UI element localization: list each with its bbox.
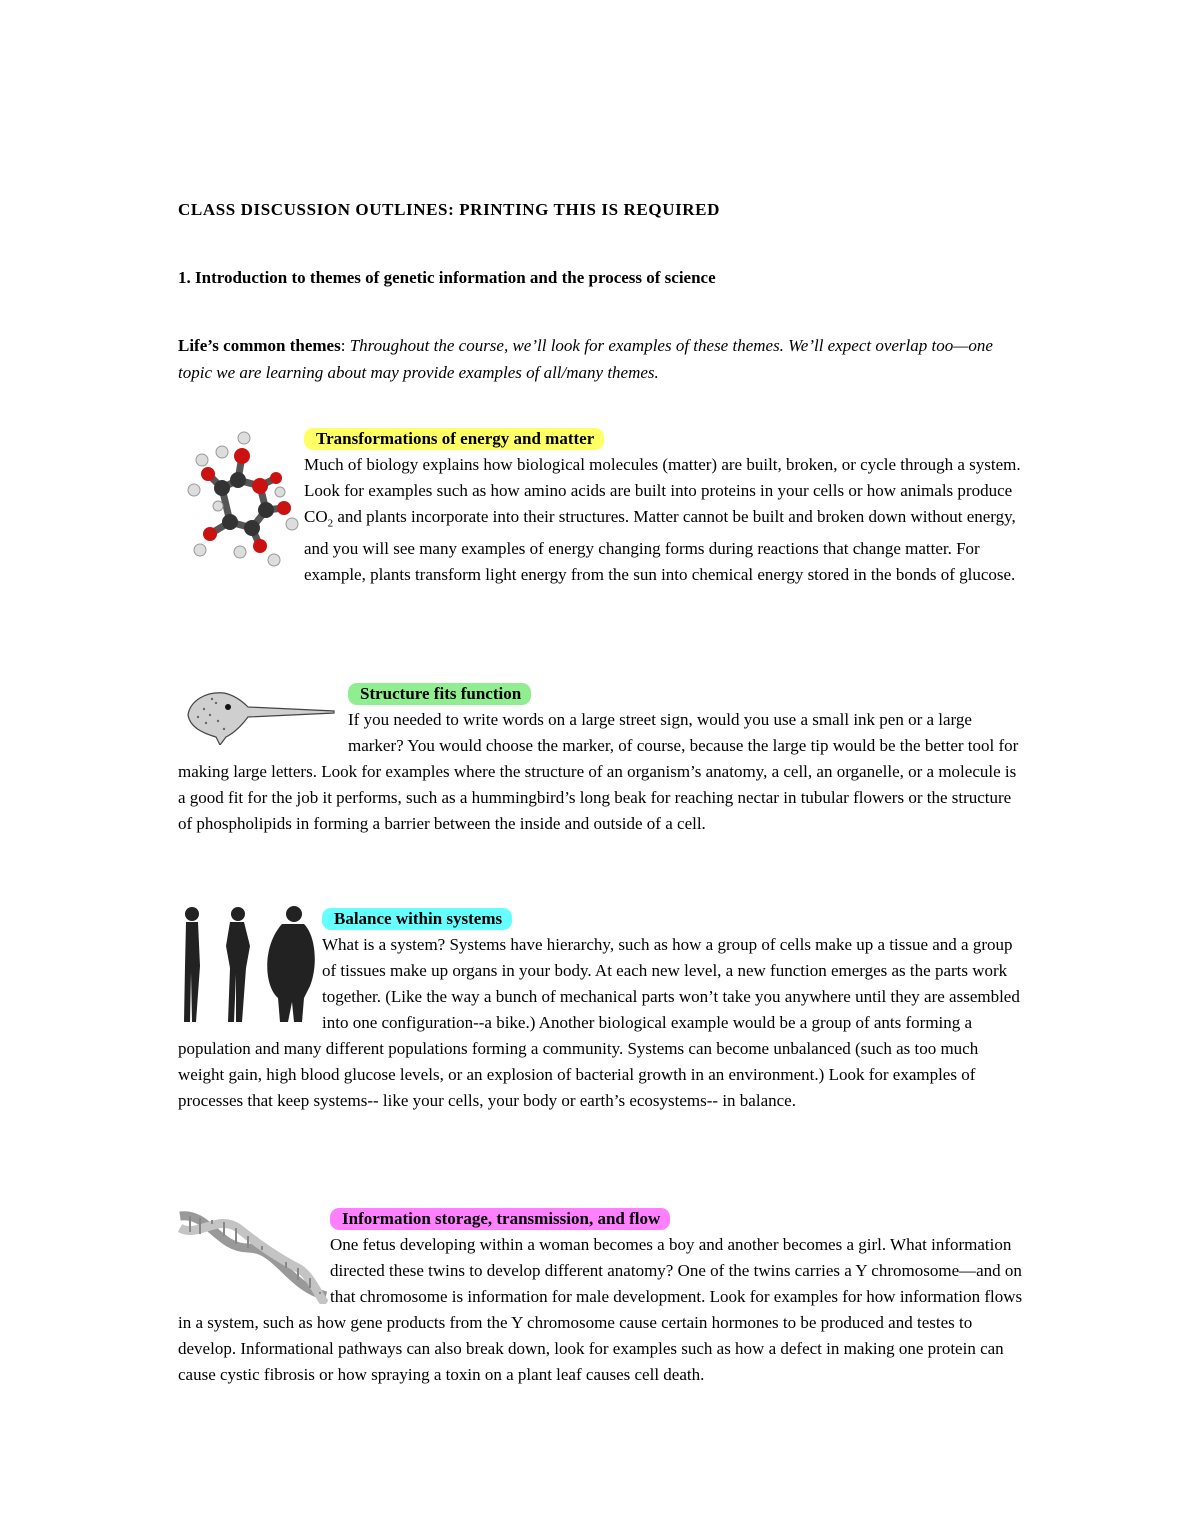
- themes-label: Life’s common themes: [178, 336, 341, 355]
- theme-body-text: Much of biology explains how biological molecules (matter) are built, broken, or cycle through a system. Look for examples such as how amino acids are built into proteins in your cells or how animals produce CO: [304, 455, 1021, 526]
- subscript-2: 2: [327, 517, 334, 530]
- hummingbird-head-icon: [184, 685, 342, 743]
- section-subtitle: 1. Introduction to themes of genetic information and the process of science: [178, 268, 716, 287]
- theme-heading: Information storage, transmission, and flow: [330, 1208, 670, 1230]
- glucose-molecule-icon: [180, 428, 302, 578]
- theme-heading: Balance within systems: [322, 908, 512, 930]
- theme-information-flow: [178, 1206, 1023, 1388]
- themes-colon: :: [340, 336, 350, 355]
- theme-body-text-cont: and plants incorporate into their structures. Matter cannot be built and broken down without energy, and you will see many examples of energy changing forms during reactions that change matter. For example, plants transform light energy from the sun into chemical energy stored in the bonds of glucose.: [304, 507, 1016, 585]
- theme-balance-systems: [178, 906, 1023, 1114]
- theme-body: If you needed to write words on a large street sign, would you use a small ink pen or a large marker? You would choose the marker, of course, because the large tip would be the better tool for making large letters. Look for examples where the structure of an organism’s anatomy, a cell, an organelle, or a molecule is a good fit for the job it performs, such as a hummingbird’s long beak for reaching nectar in tubular flowers or the structure of phospholipids in forming a barrier between the inside and outside of a cell.: [178, 710, 1019, 833]
- theme-energy-matter: [178, 426, 1023, 588]
- theme-heading: Structure fits function: [348, 683, 531, 705]
- dna-helix-icon: [178, 1208, 328, 1304]
- themes-intro-text: Throughout the course, we’ll look for examples of these themes. We’ll expect overlap too—one topic we are learning about may provide examples of all/many themes.: [178, 336, 993, 382]
- theme-body: [178, 452, 1023, 588]
- theme-heading: Transformations of energy and matter: [304, 428, 604, 450]
- theme-body: One fetus developing within a woman becomes a boy and another becomes a girl. What information directed these twins to develop different anatomy? One of the twins carries a Y chromosome—and on that chromosome is information for male development. Look for examples for how information flows in a system, such as how gene products from the Y chromosome cause certain hormones to be produced and testes to develop. Informational pathways can also break down, look for examples such as how a defect in making one protein can cause cystic fibrosis or how spraying a toxin on a plant leaf causes cell death.: [178, 1235, 1023, 1384]
- human-silhouettes-icon: [178, 906, 316, 1028]
- theme-structure-function: [178, 681, 1023, 837]
- themes-intro: [178, 332, 1018, 386]
- page-title: CLASS DISCUSSION OUTLINES: PRINTING THIS IS REQUIRED: [178, 200, 720, 219]
- theme-body: What is a system? Systems have hierarchy, such as how a group of cells make up a tissue and a group of tissues make up organs in your body. At each new level, a new function emerges as the parts work together. (Like the way a bunch of mechanical parts won’t take you anywhere until they are assembled into one configuration--a bike.) Another biological example would be a group of ants forming a population and many different populations forming a community. Systems can become unbalanced (such as too much weight gain, high blood glucose levels, or an explosion of bacterial growth in an environment.) Look for examples of processes that keep systems-- like your cells, your body or earth’s ecosystems-- in balance.: [178, 935, 1020, 1110]
